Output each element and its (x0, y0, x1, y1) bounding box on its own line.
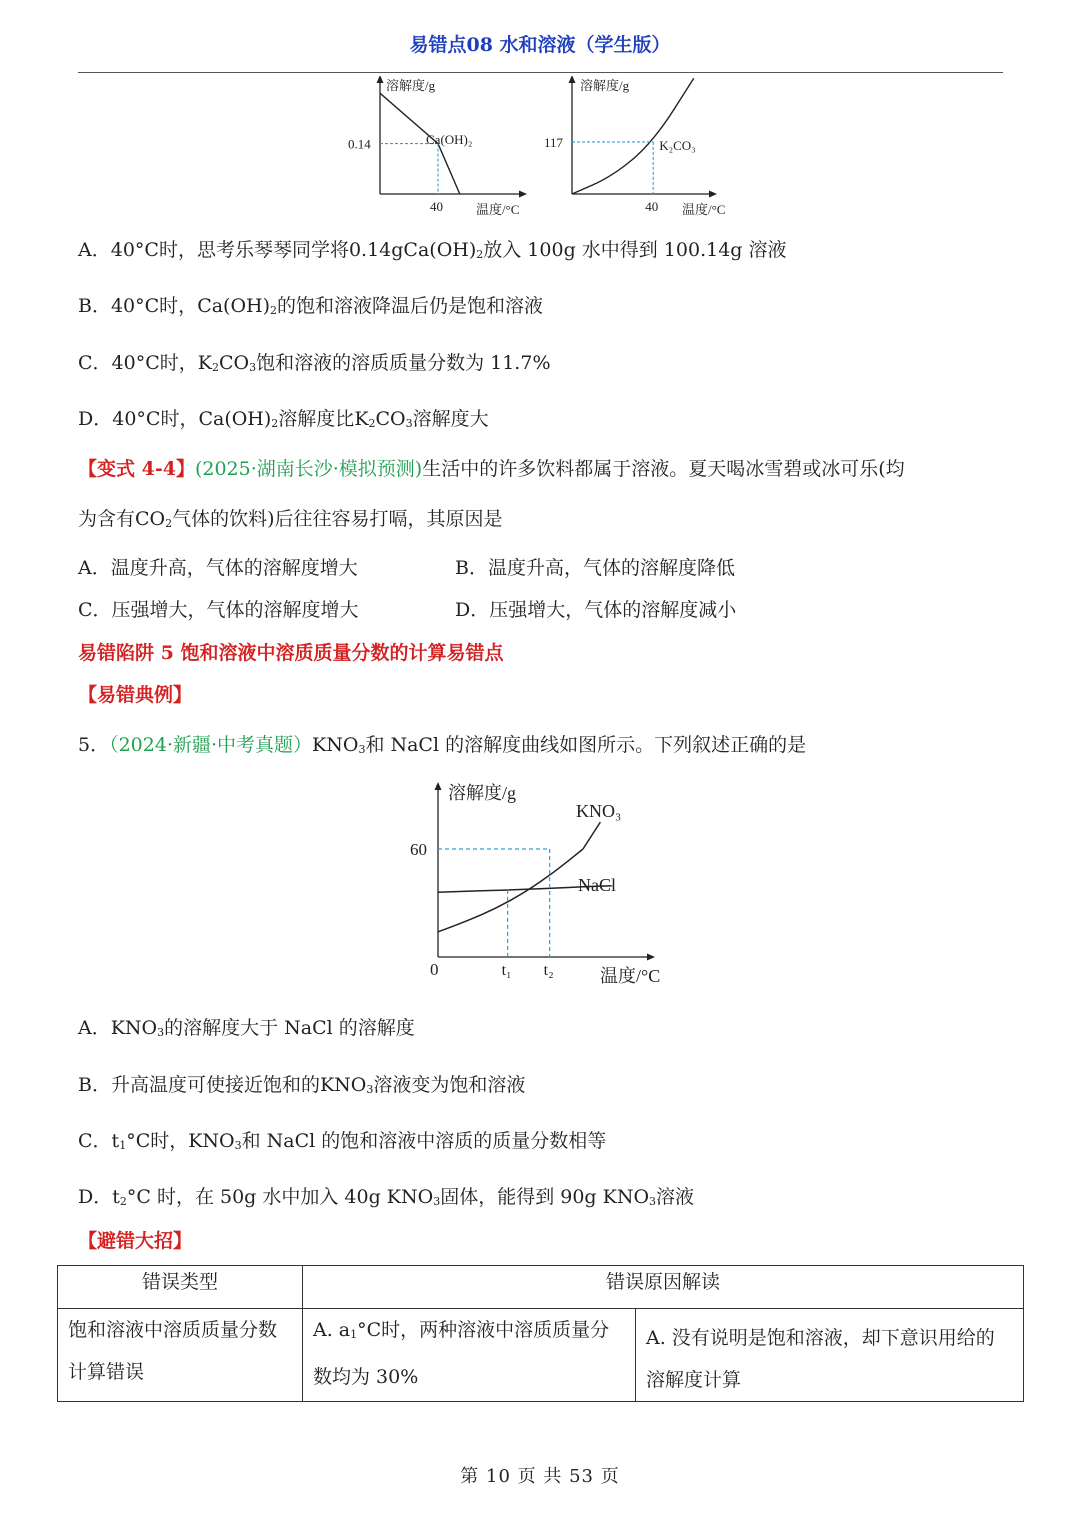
x-axis-label: 温度/°C (476, 202, 520, 217)
error-analysis-cell: A. 没有说明是饱和溶液，却下意识用给的溶解度计算 (636, 1309, 1024, 1402)
y-tick-label-60: 60 (410, 840, 427, 859)
error-example-cell: A. $a_1^\circ C$时，两种溶液中溶质质量分数均为 30% (303, 1309, 636, 1402)
y-axis-label: 溶解度/g (580, 78, 630, 93)
variant-source: (2025·湖南长沙·模拟预测) (194, 458, 423, 480)
caoh2-solubility-chart (340, 76, 540, 221)
x-tick-label-t1: t₁ (501, 962, 512, 979)
y-tick-label: 0.14 (348, 136, 371, 152)
example-tag: 【易错典例】 (78, 684, 193, 706)
q5-source: （2024·新疆·中考真题） (109, 734, 313, 756)
q5-option-b: B．升高温度可使接近饱和的$KNO_3$溶液变为饱和溶液 (78, 1074, 526, 1096)
kno3-series-line-tail (583, 822, 600, 849)
variant-option-a: A．温度升高，气体的溶解度增大 (78, 557, 358, 579)
header-divider (78, 72, 1003, 73)
q5-option-d: D．$t_2^\circ C$ 时，在 50g 水中加入 40g $KNO_3$固体，能得到 90g $KNO_3$溶液 (78, 1186, 695, 1208)
x-axis-arrow (647, 954, 655, 961)
variant-option-d: D．压强增大，气体的溶解度减小 (455, 599, 737, 621)
x-axis-arrow (709, 191, 717, 198)
trap5-title: 易错陷阱 5 饱和溶液中溶质质量分数的计算易错点 (78, 642, 504, 664)
table-row (58, 1309, 1024, 1402)
q4-option-c: C．40°C时，$K_2CO_3$饱和溶液的溶质质量分数为 11.7% (78, 352, 551, 374)
x-axis-label: 温度/°C (682, 202, 726, 217)
y-axis-arrow (569, 76, 576, 83)
error-type-cell: 饱和溶液中溶质质量分数计算错误 (58, 1309, 303, 1402)
x-tick-label: 40 (430, 199, 443, 214)
nacl-series-label: NaCl (578, 875, 616, 895)
series-label: K₂CO₃ (659, 137, 696, 153)
avoid-tag: 【避错大招】 (78, 1230, 193, 1252)
page-footer: 第 10 页 共 53 页 (460, 1466, 620, 1487)
error-analysis-table (57, 1265, 1024, 1402)
kno3-series-label: KNO₃ (576, 801, 622, 821)
x-tick-label-t2: t₂ (543, 962, 554, 979)
x-tick-label-origin: 0 (430, 960, 439, 979)
variant-tag: 【变式 4-4】 (78, 458, 195, 480)
x-tick-label: 40 (645, 199, 659, 214)
variant-option-b: B．温度升高，气体的溶解度降低 (455, 557, 735, 579)
y-axis-arrow (435, 782, 442, 790)
x-axis-label: 温度/°C (600, 966, 661, 986)
k2co3-series-line (572, 78, 694, 194)
y-tick-label: 117 (544, 134, 564, 150)
q5-option-a: A．$KNO_3$的溶解度大于 NaCl 的溶解度 (78, 1017, 415, 1039)
x-axis-arrow (519, 191, 527, 198)
kno3-nacl-solubility-chart (400, 775, 690, 990)
variant-question-line1: 【变式 4-4】(2025·湖南长沙·模拟预测)生活中的许多饮料都属于溶液。夏天喝冰雪碧或冰可乐(均 (78, 458, 905, 480)
q5-option-c: C．$t_1^\circ C$时，$KNO_3$和 NaCl 的饱和溶液中溶质的质量分数相等 (78, 1130, 607, 1152)
page-header: 易错点08 水和溶液（学生版） (409, 34, 671, 56)
q5-stem: 5．（2024·新疆·中考真题）$KNO_3$和 NaCl 的溶解度曲线如图所示。下列叙述正确的是 (78, 734, 807, 756)
q4-option-b: B．40°C时，$Ca(OH)_2$的饱和溶液降温后仍是饱和溶液 (78, 295, 544, 317)
table-header-reason: 错误原因解读 (303, 1266, 1024, 1309)
series-label: Ca(OH)₂ (426, 132, 473, 147)
table-header-type: 错误类型 (58, 1266, 303, 1309)
y-axis-label: 溶解度/g (448, 783, 517, 803)
variant-option-c: C．压强增大，气体的溶解度增大 (78, 599, 359, 621)
k2co3-solubility-chart (540, 76, 740, 221)
q4-option-a: A．40°C时，思考乐琴琴同学将$0.14gCa(OH)_2$放入 100g 水中得到 100.14g 溶液 (78, 239, 787, 261)
y-axis-arrow (377, 76, 384, 83)
y-axis-label: 溶解度/g (386, 78, 436, 93)
variant-question-line2: 为含有$CO_2$气体的饮料)后往往容易打嗝，其原因是 (78, 508, 503, 530)
q4-option-d: D．40°C时，$Ca(OH)_2$溶解度比$K_2CO_3$溶解度大 (78, 408, 489, 430)
